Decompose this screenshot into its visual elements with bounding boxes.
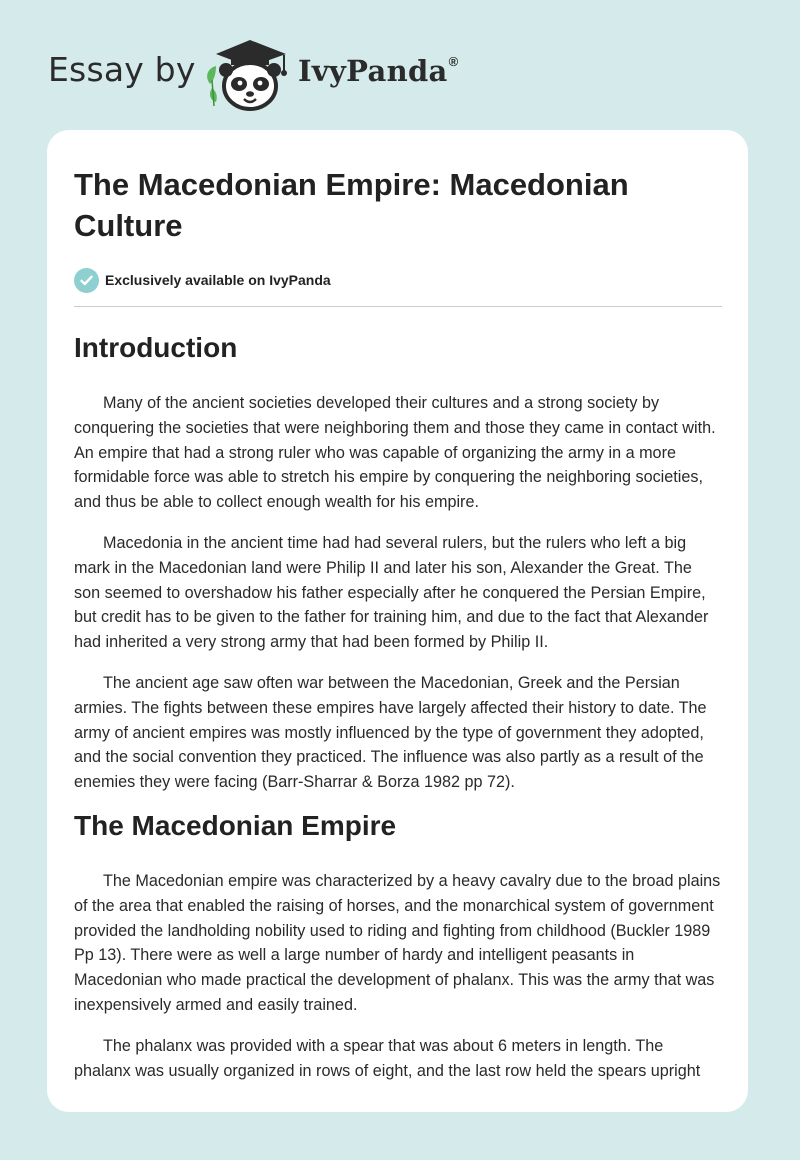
- paragraph: The phalanx was provided with a spear that was about 6 meters in length. The phalanx was usually organized in rows of eight, and the last row held the spears upright: [74, 1036, 701, 1080]
- essay-title: The Macedonian Empire: Macedonian Culture: [74, 167, 629, 243]
- section-heading-macedonian-empire: The Macedonian Empire: [74, 809, 397, 841]
- site-header: [48, 32, 508, 112]
- section-heading-introduction: Introduction: [74, 332, 238, 363]
- essay-by-label: Essay by: [48, 50, 196, 89]
- exclusive-badge-text: Exclusively available on IvyPanda: [105, 272, 331, 288]
- paragraph: The Macedonian empire was characterized by a heavy cavalry due to the broad plains of the area that enabled the raising of horses, and the monarchical system of government provided the landholding nobility used to riding and fighting from childhood (Buckler 1989 Pp 13). There were as well a large number of hardy and intelligent peasants in Macedonian who made practical the development of phalanx. This was the army that was inexpensively armed and easily trained.: [74, 871, 721, 1014]
- essay-card: [47, 130, 748, 1112]
- paragraph: The ancient age saw often war between the Macedonian, Greek and the Persian armies. The fights between these empires have largely affected their history to date. The army of ancient empires was mostly influenced by the type of government they adopted, and the social convention they practiced. The influence was also partly as a result of the enemies they were facing (Barr-Sharrar & Borza 1982 pp 72).: [74, 673, 707, 792]
- exclusive-badge: [74, 266, 722, 294]
- paragraph: Macedonia in the ancient time had had several rulers, but the rulers who left a big mark in the Macedonian land were Philip II and later his son, Alexander the Great. The son seemed to overshadow his father especially after he conquered the Persian Empire, but credit has to be given to the father for training him, and due to the fact that Alexander had inherited a very strong army that had been formed by Philip II.: [74, 533, 709, 652]
- registered-mark: ®: [448, 54, 459, 70]
- essay-content: [74, 130, 722, 1083]
- check-icon: [74, 268, 99, 293]
- paragraph: Many of the ancient societies developed their cultures and a strong society by conquering the societies that were neighboring them and those they came in contact with. An empire that had a strong ruler who was capable of organizing the army in a more formidable force was able to stretch his empire by conquering the neighboring societies, and thus be able to collect enough wealth for his empire.: [74, 394, 716, 512]
- title-divider: [74, 306, 722, 307]
- panda-graduate-icon[interactable]: [202, 36, 294, 112]
- brand-name[interactable]: IvyPanda®: [298, 54, 459, 88]
